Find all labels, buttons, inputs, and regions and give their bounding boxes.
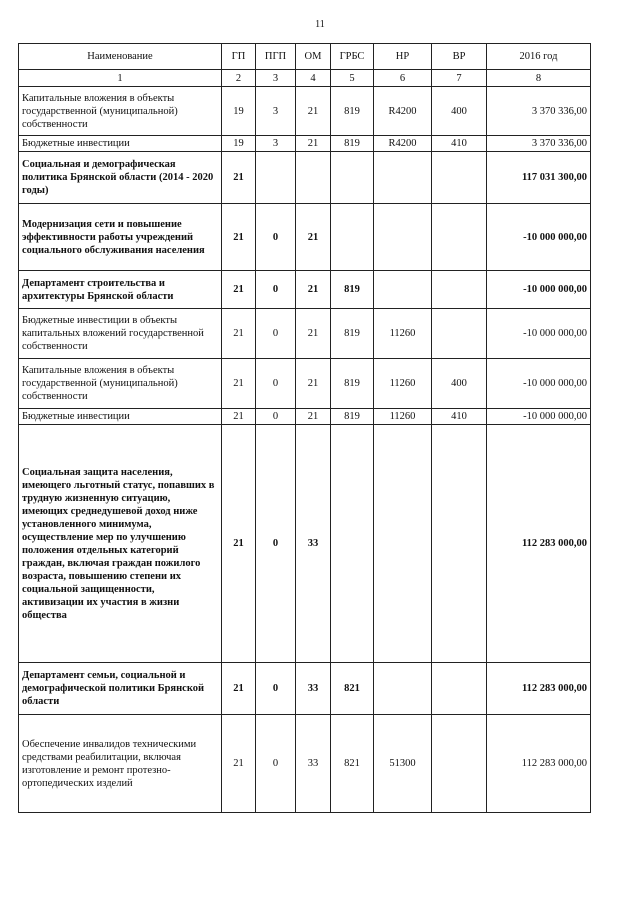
row-name: Социальная и демографическая политика Брянской области (2014 - 2020 годы)	[19, 152, 222, 204]
cell-nr: R4200	[374, 136, 432, 152]
cell-nr: 11260	[374, 309, 432, 359]
column-number: 2	[222, 70, 256, 87]
cell-amount: 112 283 000,00	[487, 663, 591, 715]
cell-om: 21	[296, 409, 331, 425]
cell-nr	[374, 425, 432, 663]
table-row	[19, 309, 591, 359]
cell-grbs	[331, 152, 374, 204]
budget-table	[18, 43, 591, 813]
column-number: 3	[256, 70, 296, 87]
row-name: Бюджетные инвестиции	[19, 136, 222, 152]
table-row	[19, 204, 591, 271]
column-number-row	[19, 70, 591, 87]
cell-amount: 112 283 000,00	[487, 715, 591, 813]
cell-nr: 51300	[374, 715, 432, 813]
table-body	[19, 87, 591, 813]
column-number: 1	[19, 70, 222, 87]
column-number: 5	[331, 70, 374, 87]
cell-grbs: 819	[331, 87, 374, 136]
cell-vr	[432, 663, 487, 715]
header-gp: ГП	[222, 44, 256, 70]
cell-gp: 21	[222, 359, 256, 409]
cell-grbs	[331, 204, 374, 271]
table-row	[19, 136, 591, 152]
header-nr: НР	[374, 44, 432, 70]
cell-om: 21	[296, 136, 331, 152]
table-row	[19, 425, 591, 663]
cell-grbs: 821	[331, 663, 374, 715]
cell-gp: 21	[222, 204, 256, 271]
table-row	[19, 715, 591, 813]
header-pgp: ПГП	[256, 44, 296, 70]
cell-om: 33	[296, 715, 331, 813]
cell-nr	[374, 271, 432, 309]
cell-nr: 11260	[374, 359, 432, 409]
cell-grbs: 819	[331, 271, 374, 309]
cell-amount: 3 370 336,00	[487, 87, 591, 136]
row-name: Капитальные вложения в объекты государственной (муниципальной) собственности	[19, 359, 222, 409]
cell-om: 33	[296, 425, 331, 663]
column-number: 8	[487, 70, 591, 87]
cell-gp: 21	[222, 152, 256, 204]
cell-grbs: 819	[331, 136, 374, 152]
cell-om: 21	[296, 204, 331, 271]
cell-amount: -10 000 000,00	[487, 271, 591, 309]
cell-nr	[374, 663, 432, 715]
cell-pgp: 3	[256, 136, 296, 152]
cell-vr	[432, 715, 487, 813]
row-name: Бюджетные инвестиции	[19, 409, 222, 425]
cell-gp: 21	[222, 425, 256, 663]
cell-pgp: 0	[256, 309, 296, 359]
row-name: Департамент строительства и архитектуры Брянской области	[19, 271, 222, 309]
cell-amount: 3 370 336,00	[487, 136, 591, 152]
cell-pgp: 0	[256, 204, 296, 271]
header-year: 2016 год	[487, 44, 591, 70]
table-row	[19, 359, 591, 409]
cell-grbs: 819	[331, 309, 374, 359]
column-number: 4	[296, 70, 331, 87]
cell-pgp: 0	[256, 271, 296, 309]
cell-pgp: 0	[256, 715, 296, 813]
cell-vr	[432, 309, 487, 359]
table-row	[19, 152, 591, 204]
cell-gp: 21	[222, 663, 256, 715]
row-name: Бюджетные инвестиции в объекты капитальных вложений государственной собственности	[19, 309, 222, 359]
header-grbs: ГРБС	[331, 44, 374, 70]
row-name: Капитальные вложения в объекты государственной (муниципальной) собственности	[19, 87, 222, 136]
cell-grbs: 819	[331, 359, 374, 409]
column-number: 7	[432, 70, 487, 87]
cell-pgp: 0	[256, 425, 296, 663]
page-number: 11	[315, 19, 325, 30]
cell-pgp	[256, 152, 296, 204]
cell-vr: 400	[432, 359, 487, 409]
cell-vr	[432, 204, 487, 271]
cell-amount: 117 031 300,00	[487, 152, 591, 204]
table-row	[19, 409, 591, 425]
cell-grbs	[331, 425, 374, 663]
cell-om: 21	[296, 271, 331, 309]
row-name: Модернизация сети и повышение эффективности работы учреждений социального обслуживания населения	[19, 204, 222, 271]
header-vr: ВР	[432, 44, 487, 70]
row-name: Социальная защита населения, имеющего льготный статус, попавших в трудную жизненную ситуацию, имеющих среднедушевой доход ниже установленного минимума, осуществление мер по улучшению положения отдельных категорий граждан, включая граждан пожилого возраста, повышению степени их социальной защищенности, активизации их участия в жизни общества	[19, 425, 222, 663]
cell-gp: 21	[222, 715, 256, 813]
cell-vr	[432, 152, 487, 204]
cell-pgp: 3	[256, 87, 296, 136]
row-name: Департамент семьи, социальной и демографической политики Брянской области	[19, 663, 222, 715]
cell-gp: 19	[222, 87, 256, 136]
cell-gp: 21	[222, 309, 256, 359]
cell-pgp: 0	[256, 663, 296, 715]
cell-nr	[374, 152, 432, 204]
cell-nr: 11260	[374, 409, 432, 425]
header-om: ОМ	[296, 44, 331, 70]
table-row	[19, 663, 591, 715]
cell-gp: 19	[222, 136, 256, 152]
cell-vr: 410	[432, 136, 487, 152]
cell-vr	[432, 271, 487, 309]
row-name: Обеспечение инвалидов техническими средствами реабилитации, включая изготовление и ремонт протезно-ортопедических изделий	[19, 715, 222, 813]
cell-grbs: 819	[331, 409, 374, 425]
cell-amount: 112 283 000,00	[487, 425, 591, 663]
cell-nr	[374, 204, 432, 271]
cell-pgp: 0	[256, 409, 296, 425]
header-name: Наименование	[19, 44, 222, 70]
table-row	[19, 271, 591, 309]
table-header-row	[19, 44, 591, 70]
cell-grbs: 821	[331, 715, 374, 813]
cell-pgp: 0	[256, 359, 296, 409]
cell-om	[296, 152, 331, 204]
cell-vr	[432, 425, 487, 663]
column-number: 6	[374, 70, 432, 87]
cell-om: 21	[296, 359, 331, 409]
cell-nr: R4200	[374, 87, 432, 136]
cell-gp: 21	[222, 271, 256, 309]
cell-amount: -10 000 000,00	[487, 204, 591, 271]
table-row	[19, 87, 591, 136]
cell-amount: -10 000 000,00	[487, 309, 591, 359]
cell-om: 21	[296, 309, 331, 359]
cell-vr: 410	[432, 409, 487, 425]
cell-vr: 400	[432, 87, 487, 136]
cell-amount: -10 000 000,00	[487, 409, 591, 425]
cell-om: 21	[296, 87, 331, 136]
cell-om: 33	[296, 663, 331, 715]
cell-gp: 21	[222, 409, 256, 425]
cell-amount: -10 000 000,00	[487, 359, 591, 409]
